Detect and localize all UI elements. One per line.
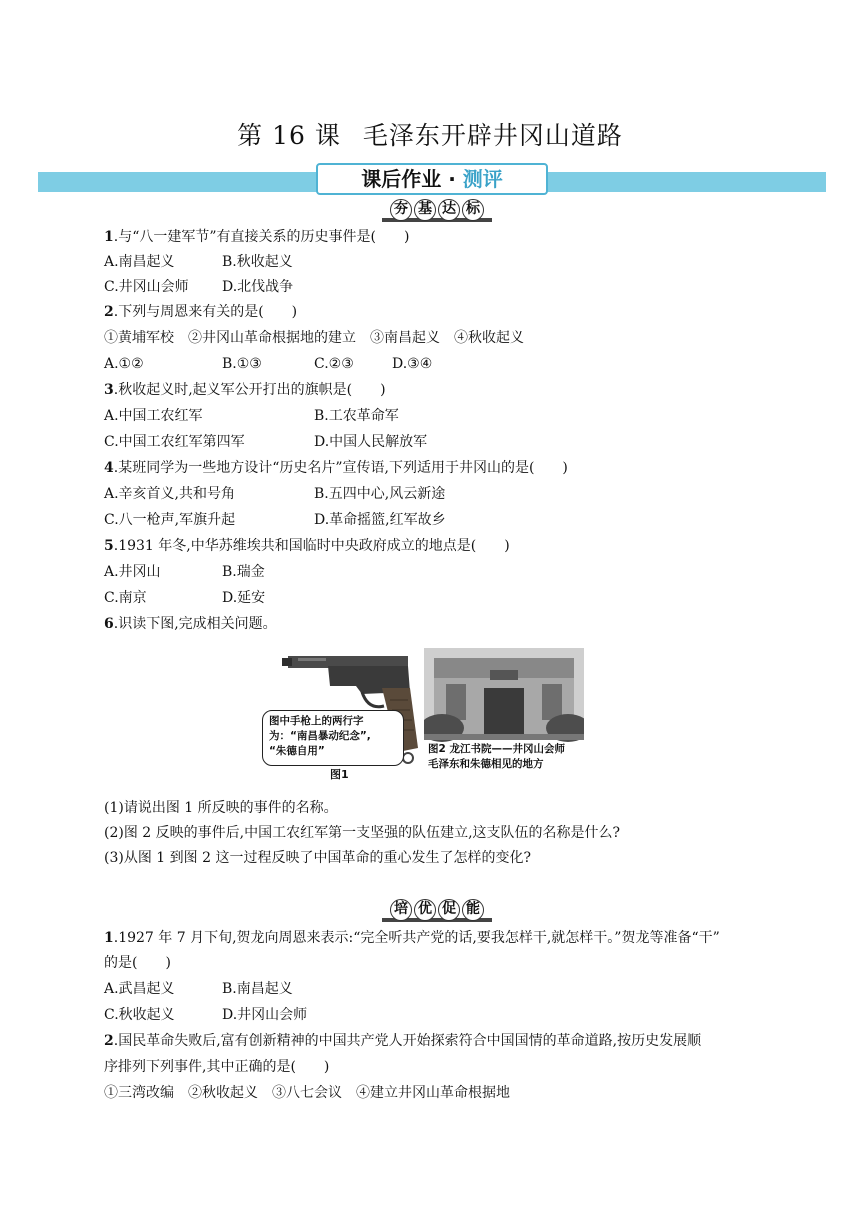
option-d: D.北伐战争 [222,279,294,295]
lesson-name: 毛泽东开辟井冈山道路 [362,121,623,150]
option-a: A.武昌起义 [104,981,175,997]
question-stem: .秋收起义时,起义军公开打出的旗帜是( ) [113,382,386,398]
lesson-number: 第 16 课 [237,121,341,150]
option-d: D.中国人民解放军 [314,434,428,450]
option-c: C.②③ [314,356,354,372]
section-char: 标 [462,199,484,221]
option-d: D.③④ [392,356,433,372]
banner-label [316,163,548,195]
advanced-question-2 [104,1031,701,1051]
option-b: B.瑞金 [222,564,265,580]
sub-question-1: (1)请说出图 1 所反映的事件的名称。 [104,800,338,816]
question-number: 2 [104,1033,114,1049]
section-header-advanced [382,898,492,924]
option-b: B.南昌起义 [222,981,293,997]
option-d: D.井冈山会师 [222,1007,308,1023]
option-a: A.井冈山 [104,564,161,580]
question-1 [104,227,409,247]
option-d: D.延安 [222,590,266,606]
caption-line: 毛泽东和朱德相见的地方 [428,758,544,770]
question-6 [104,614,277,634]
question-stem: .识读下图,完成相关问题。 [113,616,277,632]
question-stem: .下列与周恩来有关的是( ) [113,304,298,320]
question-stem: .1931 年冬,中华苏维埃共和国临时中央政府成立的地点是( ) [113,538,510,554]
caption-line: 图2 龙江书院——井冈山会师 [428,743,565,755]
question-number: 2 [104,304,114,320]
section-header-basic [382,198,492,224]
question-items: ①三湾改编 ②秋收起义 ③八七会议 ④建立井冈山革命根据地 [104,1085,510,1101]
question-stem: .国民革命失败后,富有创新精神的中国共产党人开始探索符合中国国情的革命道路,按历史发展顺 [113,1033,702,1049]
question-number: 3 [104,382,114,398]
section-char: 优 [414,899,436,921]
question-number: 5 [104,538,114,554]
option-c: C.八一枪声,军旗升起 [104,512,236,528]
option-a: A.中国工农红军 [104,408,203,424]
question-stem-continued: 序排列下列事件,其中正确的是( ) [104,1059,330,1075]
sub-question-3: (3)从图 1 到图 2 这一过程反映了中国革命的重心发生了怎样的变化? [104,850,531,866]
option-c: C.中国工农红军第四军 [104,434,245,450]
question-number: 1 [104,930,114,946]
section-char: 促 [438,899,460,921]
question-number: 6 [104,616,114,632]
option-b: B.①③ [222,356,262,372]
option-c: C.南京 [104,590,147,606]
question-stem: .1927 年 7 月下旬,贺龙向周恩来表示:“完全听共产党的话,要我怎样干,就怎样干。”贺龙等准备“干” [113,930,720,946]
figure-1-callout [262,710,404,766]
question-number: 4 [104,460,114,476]
question-3 [104,380,386,400]
question-4 [104,458,568,478]
figure-1-caption: 图1 [330,768,349,781]
callout-line: “朱德自用” [269,745,325,757]
section-char: 能 [462,899,484,921]
question-stem-continued: 的是( ) [104,955,171,971]
figure-2-caption [428,742,584,772]
sub-question-2: (2)图 2 反映的事件后,中国工农红军第一支坚强的队伍建立,这支队伍的名称是什么? [104,825,621,841]
option-b: B.工农革命军 [314,408,399,424]
question-number: 1 [104,229,114,245]
option-b: B.五四中心,风云新途 [314,486,446,502]
option-d: D.革命摇篮,红军故乡 [314,512,446,528]
section-char: 培 [390,899,412,921]
option-a: A.南昌起义 [104,254,175,270]
banner-prefix: 课后作业 · [361,167,463,191]
advanced-question-1 [104,928,720,948]
question-stem: .某班同学为一些地方设计“历史名片”宣传语,下列适用于井冈山的是( ) [113,460,568,476]
callout-line: 为：“南昌暴动纪念”, [269,730,371,742]
section-char: 达 [438,199,460,221]
option-c: C.井冈山会师 [104,279,189,295]
question-5 [104,536,510,556]
option-b: B.秋收起义 [222,254,293,270]
option-a: A.辛亥首义,共和号角 [104,486,236,502]
question-items: ①黄埔军校 ②井冈山革命根据地的建立 ③南昌起义 ④秋收起义 [104,330,524,346]
section-char: 基 [414,199,436,221]
section-char: 夯 [390,199,412,221]
banner-accent: 测评 [462,167,503,191]
question-2 [104,302,297,322]
option-a: A.①② [104,356,144,372]
page-title [0,116,860,152]
option-c: C.秋收起义 [104,1007,175,1023]
question-stem: .与“八一建军节”有直接关系的历史事件是( ) [113,229,410,245]
callout-line: 图中手枪上的两行字 [269,715,364,727]
